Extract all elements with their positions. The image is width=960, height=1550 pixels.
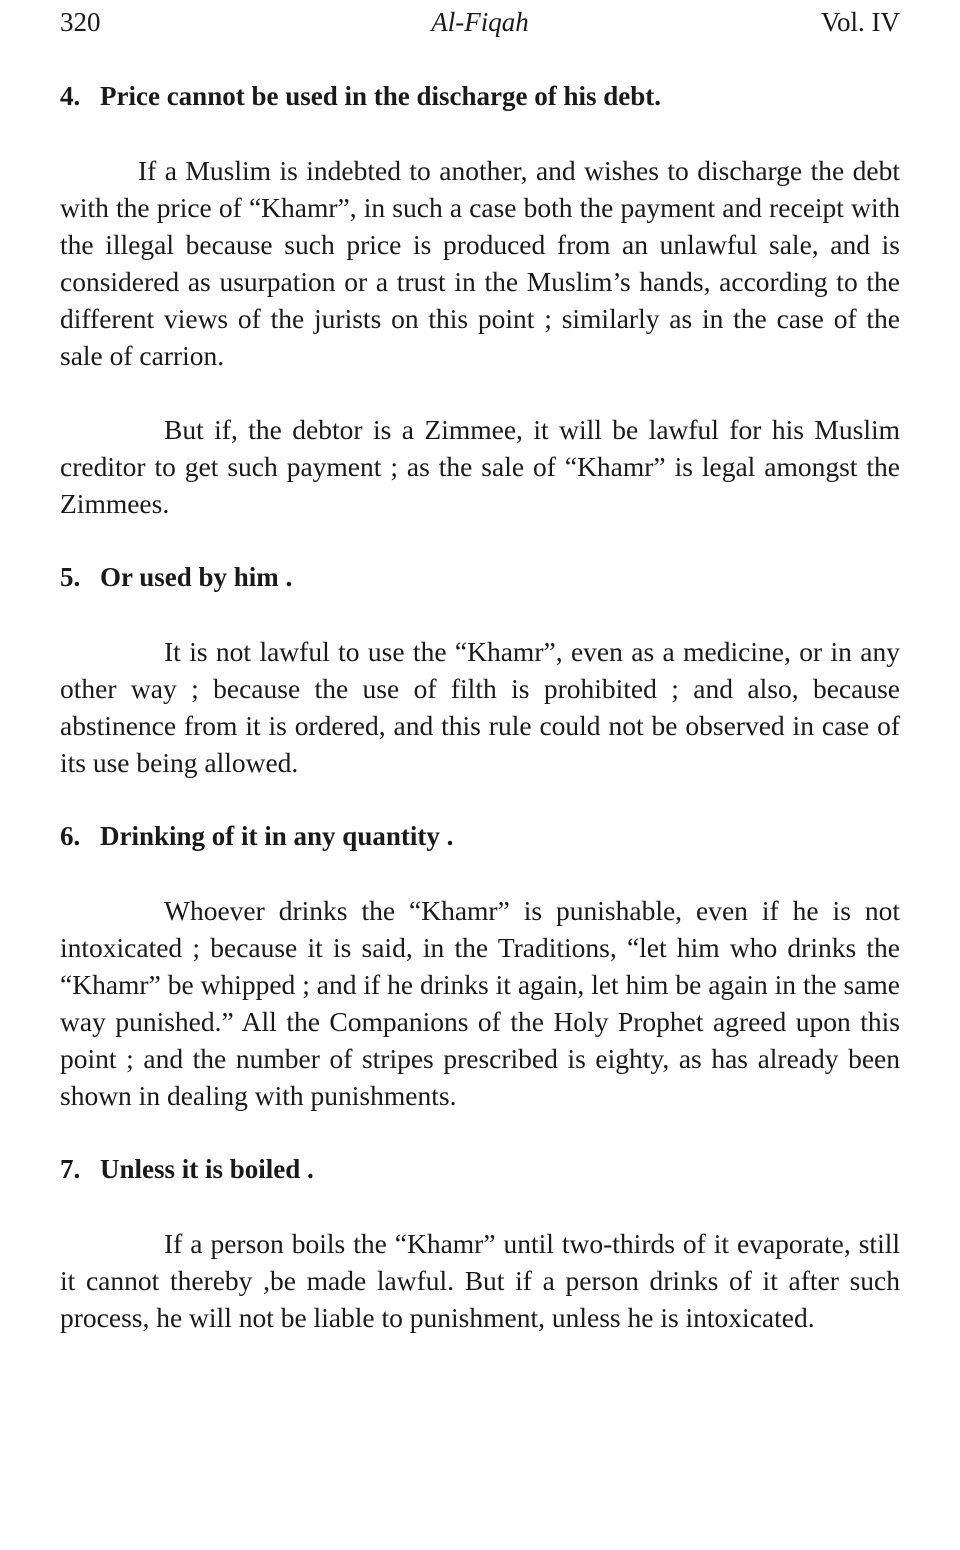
section-title: Price cannot be used in the discharge of his debt. — [100, 81, 662, 111]
section-number: 7. — [60, 1154, 81, 1184]
section-number: 6. — [60, 821, 81, 851]
section-heading — [60, 559, 900, 596]
paragraph: But if, the debtor is a Zimmee, it will be lawful for his Muslim creditor to get such payment ; as the sale of “Khamr” is legal amongst the Zimmees. — [60, 414, 900, 519]
section-4 — [60, 78, 900, 559]
section-6 — [60, 818, 900, 1151]
section-heading — [60, 78, 900, 115]
section-number: 4. — [60, 81, 81, 111]
section-heading — [60, 1151, 900, 1188]
section-heading — [60, 818, 900, 855]
section-7 — [60, 1151, 900, 1336]
page-body — [60, 78, 900, 1336]
section-title: Or used by him . — [100, 562, 293, 592]
section-title: Drinking of it in any quantity . — [100, 821, 454, 851]
paragraph: It is not lawful to use the “Khamr”, even as a medicine, or in any other way ; because the use of filth is prohibited ; and also, because abstinence from it is ordered, and this rule could not be observed in case of its use being allowed. — [60, 636, 900, 778]
paragraph: If a person boils the “Khamr” until two-thirds of it evaporate, still it cannot thereby ,be made lawful. But if a person drinks of it after such process, he will not be liable to punishment, unless he is intoxicated. — [60, 1228, 900, 1333]
paragraph: Whoever drinks the “Khamr” is punishable, even if he is not intoxicated ; because it is said, in the Traditions, “let him who drinks the “Khamr” be whipped ; and if he drinks it again, let him be again in the same way punished.” All the Companions of the Holy Prophet agreed upon this point ; and the number of stripes prescribed is eighty, as has already been shown in dealing with punishments. — [60, 895, 900, 1111]
section-number: 5. — [60, 562, 81, 592]
running-header — [60, 4, 900, 40]
book-title: Al-Fiqah — [431, 7, 529, 37]
section-5 — [60, 559, 900, 818]
section-title: Unless it is boiled . — [100, 1154, 314, 1184]
page-number: 320 — [60, 7, 101, 37]
volume-label: Vol. IV — [820, 7, 900, 37]
paragraph: If a Muslim is indebted to another, and wishes to discharge the debt with the price of “Khamr”, in such a case both the payment and receipt with the illegal because such price is produced from an unlawful sale, and is considered as usurpation or a trust in the Muslim’s hands, according to the different views of the jurists on this point ; similarly as in the case of the sale of carrion. — [60, 155, 900, 371]
